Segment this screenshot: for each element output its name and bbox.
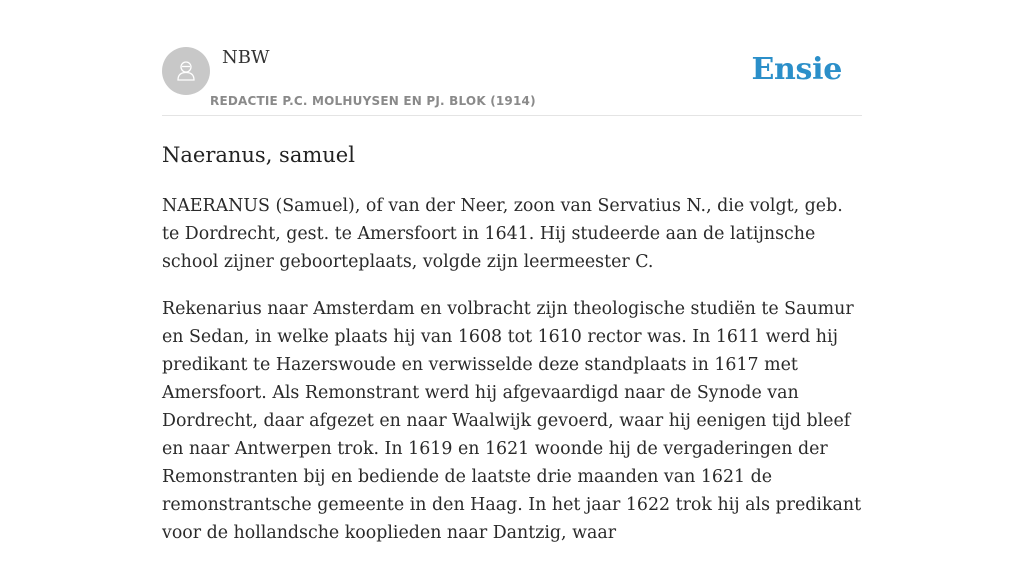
article-body xyxy=(162,192,862,566)
brand-logo[interactable]: Ensie xyxy=(751,52,842,87)
page-title: Naeranus, samuel xyxy=(162,143,355,167)
paragraph: NAERANUS (Samuel), of van der Neer, zoon van Servatius N., die volgt, geb. te Dordrecht, gest. te Amersfoort in 1641. Hij studeerde aan de latijnsche school zijner geboorteplaats, volgde zijn leermeester C. xyxy=(162,196,843,272)
author-subtitle: REDACTIE P.C. MOLHUYSEN EN PJ. BLOK (1914) xyxy=(210,94,536,108)
user-icon xyxy=(172,57,200,85)
author-name[interactable]: NBW xyxy=(222,47,270,68)
header xyxy=(162,0,862,116)
avatar[interactable] xyxy=(162,47,210,95)
paragraph: Rekenarius naar Amsterdam en volbracht zijn theologische studiën te Saumur en Sedan, in welke plaats hij van 1608 tot 1610 rector was. In 1611 werd hij predikant te Hazerswoude en verwisselde deze standplaats in 1617 met Amersfoort. Als Remonstrant werd hij afgevaardigd naar de Synode van Dordrecht, daar afgezet en naar Waalwijk gevoerd, waar hij eenigen tijd bleef en naar Antwerpen trok. In 1619 en 1621 woonde hij de vergaderingen der Remonstranten bij en bediende de laatste drie maanden van 1621 de remonstrantsche gemeente in den Haag. In het jaar 1622 trok hij als predikant voor de hollandsche kooplieden naar Dantzig, waar xyxy=(162,299,862,543)
